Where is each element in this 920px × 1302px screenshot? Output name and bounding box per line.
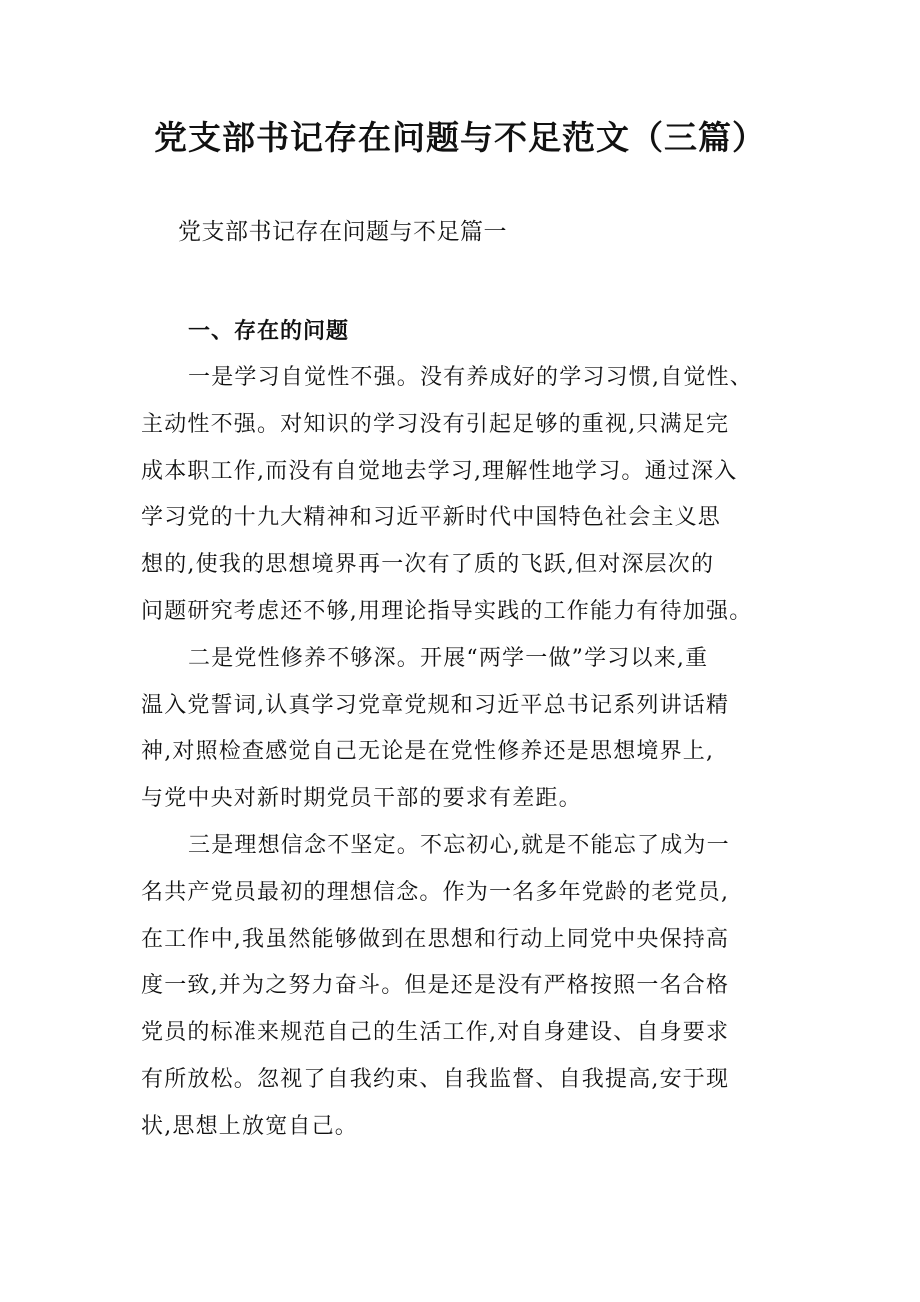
paragraph-line: 一是学习自觉性不强。没有养成好的学习习惯,自觉性、 (188, 365, 753, 390)
paragraph-line: 主动性不强。对知识的学习没有引起足够的重视,只满足完 (141, 411, 730, 437)
paragraph-2 (141, 636, 791, 823)
paragraph-line: 问题研究考虑还不够,用理论指导实践的工作能力有待加强。 (141, 598, 753, 624)
paragraph-line: 党员的标准来规范自己的生活工作,对自身建设、自身要求 (141, 1020, 730, 1046)
paragraph-line: 二是党性修养不够深。开展“两学一做”学习以来,重 (188, 645, 709, 671)
paragraph-line: 有所放松。忽视了自我约束、自我监督、自我提高,安于现 (141, 1066, 730, 1092)
paragraph-line: 神,对照检查感觉自己无论是在党性修养还是思想境界上, (141, 739, 715, 765)
paragraph-line: 成本职工作,而没有自觉地去学习,理解性地学习。通过深入 (141, 458, 738, 484)
paragraph-line: 三是理想信念不坚定。不忘初心,就是不能忘了成为一 (188, 832, 730, 858)
paragraph-line: 与党中央对新时期党员干部的要求有差距。 (141, 786, 582, 812)
part-heading: 党支部书记存在问题与不足篇一 (178, 219, 507, 245)
document-title: 党支部书记存在问题与不足范文（三篇） (154, 118, 766, 157)
paragraph-3 (141, 823, 791, 1151)
paragraph-1 (141, 355, 791, 636)
paragraph-line: 度一致,并为之努力奋斗。但是还是没有严格按照一名合格 (141, 973, 730, 999)
paragraph-line: 在工作中,我虽然能够做到在思想和行动上同党中央保持高 (141, 926, 730, 952)
section-heading: 一、存在的问题 (188, 318, 350, 344)
body-text (141, 355, 791, 1151)
paragraph-line: 温入党誓词,认真学习党章党规和习近平总书记系列讲话精 (141, 692, 730, 718)
paragraph-line: 想的,使我的思想境界再一次有了质的飞跃,但对深层次的 (141, 552, 715, 578)
paragraph-line: 学习党的十九大精神和习近平新时代中国特色社会主义思 (141, 505, 722, 531)
paragraph-line: 名共产党员最初的理想信念。作为一名多年党龄的老党员, (141, 879, 730, 905)
paragraph-line: 状,思想上放宽自己。 (141, 1113, 358, 1139)
